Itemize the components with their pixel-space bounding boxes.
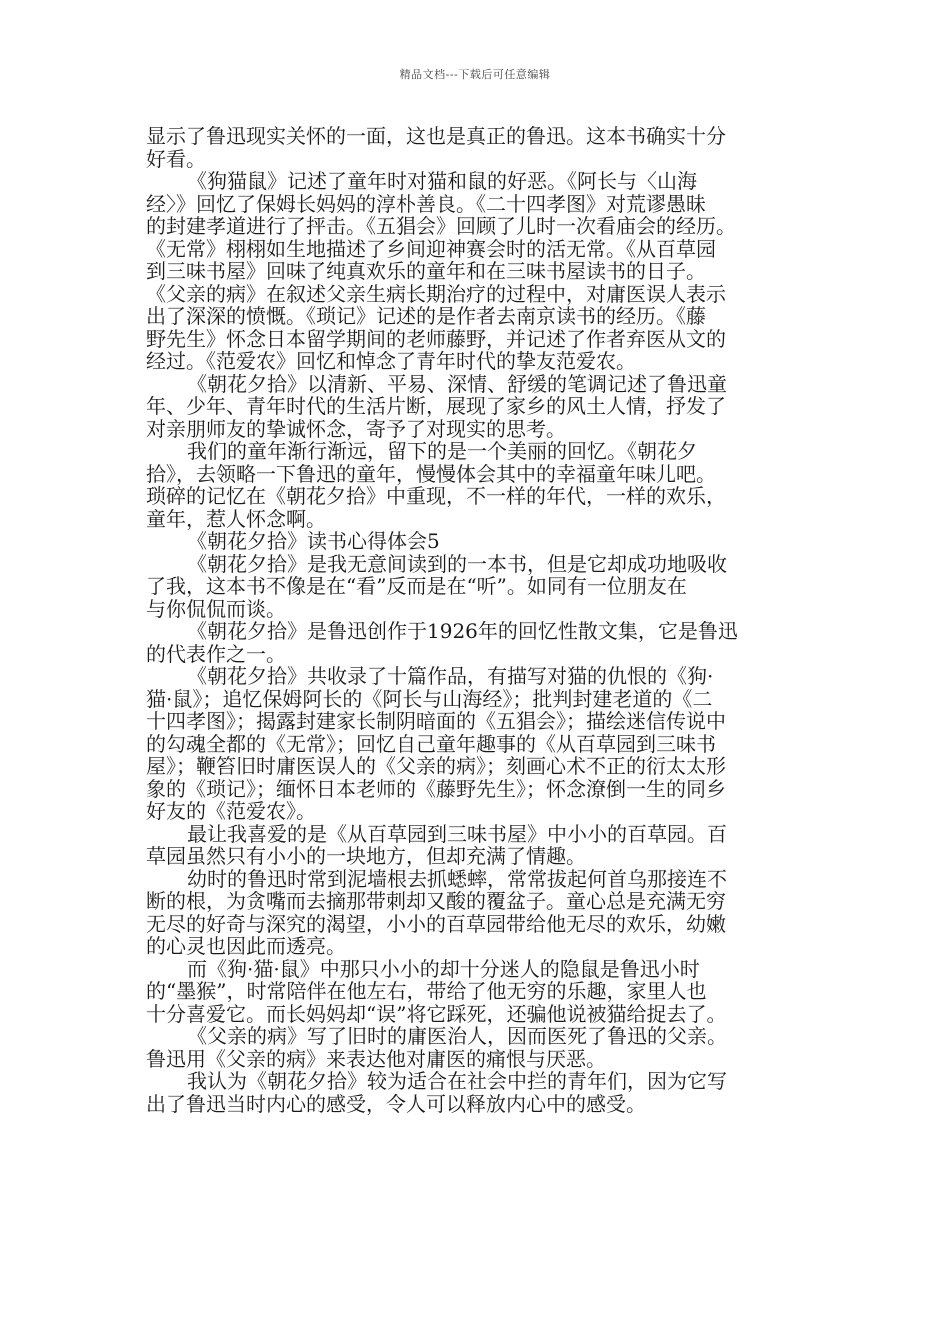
text-line: 我们的童年渐行渐远，留下的是一个美丽的回忆。《朝花夕 — [187, 439, 697, 463]
document-body — [146, 125, 812, 1115]
text-line: 《父亲的病》写了旧时的庸医治人，因而医死了鲁迅的父亲。 — [187, 1024, 727, 1048]
text-line: 我认为《朝花夕拾》较为适合在社会中拦的青年们，因为它写 — [187, 1069, 727, 1093]
text-line: 的代表作之一。 — [146, 641, 286, 666]
text-line: 鲁迅用《父亲的病》来表达他对庸医的痛恨与厌恶。 — [146, 1046, 606, 1071]
text-line: 到三味书屋》回味了纯真欢乐的童年和在三味书屋读书的日子。 — [146, 259, 706, 283]
text-line: 无尽的好奇与深究的渴望，小小的百草园带给他无尽的欢乐，幼嫩 — [146, 911, 726, 936]
text-line: 猫·鼠》；追忆保姆阿长的《阿长与山海经》；批判封建老道的《二 — [146, 686, 713, 711]
text-line: 象的《琐记》；缅怀日本老师的《藤野先生》；怀念潦倒一生的同乡 — [146, 776, 726, 801]
text-line: 拾》，去领略一下鲁迅的童年，慢慢体会其中的幸福童年味儿吧。 — [146, 461, 716, 486]
text-line: 童年，惹人怀念啊。 — [146, 506, 326, 531]
text-line: 《狗猫鼠》记述了童年时对猫和鼠的好恶。《阿长与〈山海 — [187, 169, 697, 193]
text-line: 幼时的鲁迅时常到泥墙根去抓蟋蟀，常常拔起何首乌那接连不 — [187, 866, 727, 891]
text-line: 经〉》回忆了保姆长妈妈的淳朴善良。《二十四孝图》对荒谬愚昧 — [146, 191, 706, 216]
text-line: 琐碎的记忆在《朝花夕拾》中重现，不一样的年代，一样的欢乐， — [146, 484, 726, 508]
text-line: 对亲朋师友的挚诚怀念，寄予了对现实的思考。 — [146, 416, 566, 441]
section-heading: 《朝花夕拾》读书心得体会5 — [187, 529, 440, 553]
text-line: 与你侃侃而谈。 — [146, 596, 286, 621]
text-line: 出了深深的愤慨。《琐记》记述的是作者去南京读书的经历。《藤 — [146, 304, 706, 328]
text-line: 《朝花夕拾》以清新、平易、深情、舒缓的笔调记述了鲁迅童 — [187, 371, 727, 396]
text-line: 屋》；鞭笞旧时庸医误人的《父亲的病》；刻画心术不正的衍太太形 — [146, 754, 726, 778]
text-line: 《无常》栩栩如生地描述了乡间迎神赛会时的活无常。《从百草园 — [146, 236, 716, 261]
text-line: 了我，这本书不像是在“看”反而是在“听”。如同有一位朋友在 — [146, 574, 687, 598]
text-line: 草园虽然只有小小的一块地方，但却充满了情趣。 — [146, 844, 586, 868]
text-line: 《朝花夕拾》是我无意间读到的一本书，但是它却成功地吸收 — [187, 551, 727, 576]
text-line: 的封建孝道进行了抨击。《五猖会》回顾了儿时一次看庙会的经历。 — [146, 214, 736, 238]
text-line: 的“墨猴”，时常陪伴在他左右，带给了他无穷的乐趣，家里人也 — [146, 979, 707, 1003]
text-line: 出了鲁迅当时内心的感受，令人可以释放内心中的感受。 — [146, 1091, 646, 1116]
page-header: 精品文档---下载后可任意编辑 — [399, 68, 551, 81]
text-line: 好看。 — [146, 146, 206, 171]
text-line: 显示了鲁迅现实关怀的一面，这也是真正的鲁迅。这本书确实十分 — [146, 124, 726, 148]
text-line: 的心灵也因此而透亮。 — [146, 934, 346, 958]
text-line: 而《狗·猫·鼠》中那只小小的却十分迷人的隐鼠是鲁迅小时 — [187, 956, 700, 981]
text-line: 《朝花夕拾》共收录了十篇作品，有描写对猫的仇恨的《狗· — [187, 664, 714, 688]
text-line: 《朝花夕拾》是鲁迅创作于1926年的回忆性散文集，它是鲁迅 — [187, 619, 738, 643]
text-line: 好友的《范爱农》。 — [146, 799, 316, 823]
text-line: 最让我喜爱的是《从百草园到三味书屋》中小小的百草园。百 — [187, 821, 727, 846]
text-line: 年、少年、青年时代的生活片断，展现了家乡的风土人情，抒发了 — [146, 394, 726, 418]
text-line: 断的根，为贪嘴而去摘那带刺却又酸的覆盆子。童心总是充满无穷 — [146, 889, 726, 913]
text-line: 《父亲的病》在叙述父亲生病长期治疗的过程中，对庸医误人表示 — [146, 281, 726, 306]
text-line: 野先生》怀念日本留学期间的老师藤野，并记述了作者弃医从文的 — [146, 326, 726, 351]
text-line: 十分喜爱它。而长妈妈却“误”将它踩死，还骗他说被猫给捉去了。 — [146, 1001, 727, 1026]
text-line: 十四孝图》；揭露封建家长制阴暗面的《五猖会》；描绘迷信传说中 — [146, 709, 726, 733]
text-line: 的勾魂全都的《无常》；回忆自己童年趣事的《从百草园到三味书 — [146, 731, 716, 756]
text-line: 经过。《范爱农》回忆和悼念了青年时代的挚友范爱农。 — [146, 349, 636, 373]
